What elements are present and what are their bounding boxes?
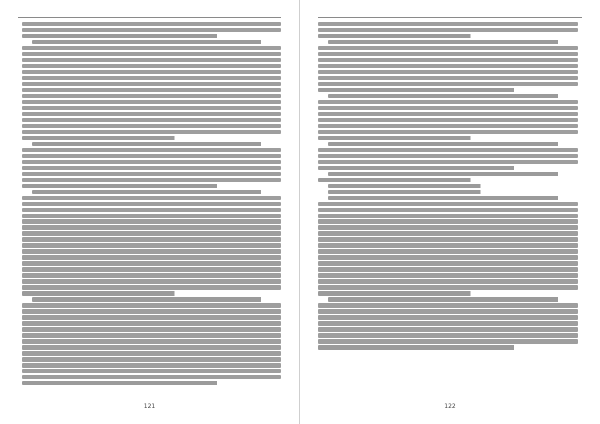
left-page-number: 121 xyxy=(143,403,156,410)
left-body-text xyxy=(22,22,281,392)
right-body-text xyxy=(318,22,578,392)
right-page xyxy=(300,0,600,424)
left-running-head xyxy=(0,4,299,18)
right-running-head xyxy=(300,4,600,18)
header-rule xyxy=(18,17,281,18)
right-page-number: 122 xyxy=(444,403,456,410)
header-rule xyxy=(318,17,582,18)
